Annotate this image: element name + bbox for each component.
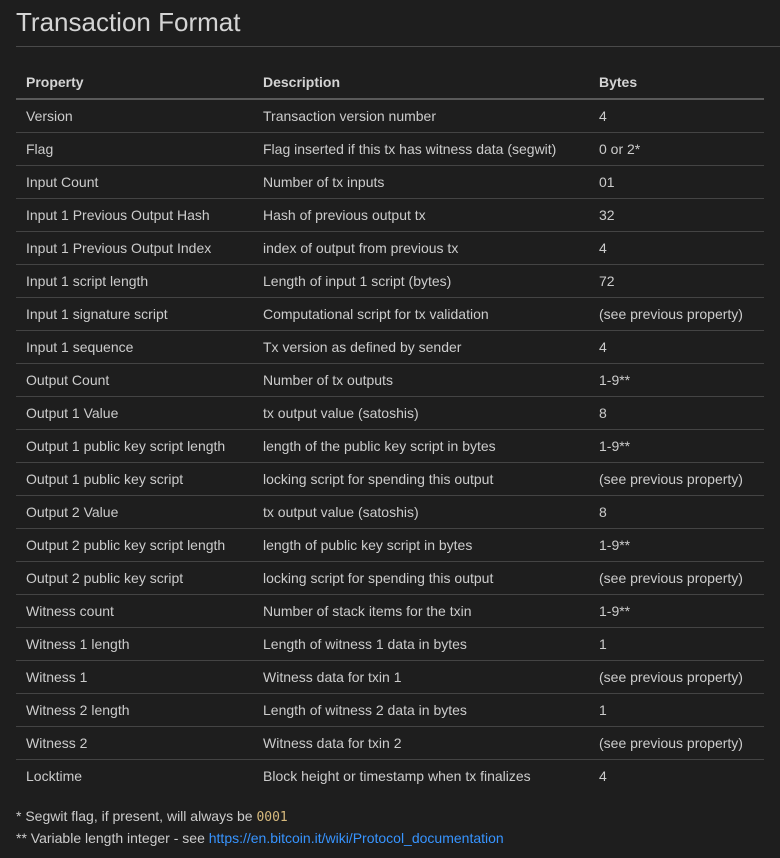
- table-row: [16, 364, 764, 397]
- cell-bytes: 4: [599, 768, 607, 784]
- table-row: [16, 298, 764, 331]
- cell-description: Flag inserted if this tx has witness data (segwit): [253, 133, 589, 166]
- table-row: [16, 661, 764, 694]
- cell-bytes: (see previous property): [589, 727, 764, 760]
- protocol-documentation-link[interactable]: https://en.bitcoin.it/wiki/Protocol_documentation: [208, 830, 504, 846]
- table-row: [16, 232, 764, 265]
- cell-bytes: (see previous property): [589, 463, 764, 496]
- table-row: [16, 496, 764, 529]
- cell-description: Computational script for tx validation: [253, 298, 589, 331]
- cell-description: Number of tx inputs: [253, 166, 589, 199]
- transaction-format-table: [16, 65, 764, 792]
- cell-bytes: 0 or 2*: [589, 133, 764, 166]
- cell-bytes: 4: [589, 331, 764, 364]
- cell-property: Input 1 script length: [16, 265, 253, 298]
- cell-bytes: 1-9**: [589, 430, 764, 463]
- cell-property: Flag: [16, 133, 253, 166]
- cell-property: Output 2 public key script length: [16, 529, 253, 562]
- cell-bytes: 1-9**: [589, 529, 764, 562]
- cell-bytes: 1: [589, 694, 764, 727]
- segwit-flag-code: 0001: [256, 810, 288, 825]
- cell-property: Output 2 public key script: [16, 562, 253, 595]
- header-description: Description: [253, 65, 589, 99]
- cell-description: length of the public key script in bytes: [253, 430, 589, 463]
- cell-bytes: 1-9**: [589, 364, 764, 397]
- table-row: [16, 397, 764, 430]
- footnotes: [16, 806, 504, 849]
- cell-property: Input 1 Previous Output Index: [16, 232, 253, 265]
- table-row: [16, 529, 764, 562]
- footnote-segwit-text: * Segwit flag, if present, will always be: [16, 808, 257, 824]
- table-row: [16, 760, 764, 793]
- cell-bytes: 72: [589, 265, 764, 298]
- cell-description: Witness data for txin 2: [253, 727, 589, 760]
- cell-property: Locktime: [26, 768, 83, 784]
- cell-property: Witness 2 length: [16, 694, 253, 727]
- cell-description: Block height or timestamp when tx finalizes: [263, 768, 531, 784]
- cell-bytes: 8: [589, 397, 764, 430]
- cell-bytes: 01: [589, 166, 764, 199]
- cell-description: Tx version as defined by sender: [253, 331, 589, 364]
- cell-description: locking script for spending this output: [253, 463, 589, 496]
- cell-bytes: 1-9**: [589, 595, 764, 628]
- table-header-row: [16, 65, 764, 99]
- cell-description: Length of input 1 script (bytes): [253, 265, 589, 298]
- footnote-varint-text: ** Variable length integer - see: [16, 830, 209, 846]
- header-bytes: Bytes: [589, 65, 764, 99]
- table-row: [16, 562, 764, 595]
- cell-description: index of output from previous tx: [253, 232, 589, 265]
- cell-property: Witness count: [16, 595, 253, 628]
- table-row: [16, 430, 764, 463]
- cell-property: Witness 1: [16, 661, 253, 694]
- cell-property: Input 1 sequence: [16, 331, 253, 364]
- table-row: [16, 628, 764, 661]
- cell-bytes: 4: [589, 99, 764, 133]
- cell-bytes: 1: [589, 628, 764, 661]
- table-row: [16, 694, 764, 727]
- cell-property: Input Count: [16, 166, 253, 199]
- cell-bytes: 32: [589, 199, 764, 232]
- cell-bytes: 4: [589, 232, 764, 265]
- footnote-segwit: [16, 806, 504, 828]
- table-row: [16, 199, 764, 232]
- table-row: [16, 265, 764, 298]
- cell-bytes: (see previous property): [589, 562, 764, 595]
- table-body: [16, 99, 764, 792]
- table-row: [16, 133, 764, 166]
- cell-description: Number of stack items for the txin: [253, 595, 589, 628]
- cell-property: Input 1 Previous Output Hash: [16, 199, 253, 232]
- cell-description: Hash of previous output tx: [253, 199, 589, 232]
- cell-description: Witness data for txin 1: [253, 661, 589, 694]
- page-title: Transaction Format: [16, 0, 780, 47]
- cell-description: Length of witness 2 data in bytes: [253, 694, 589, 727]
- cell-description: locking script for spending this output: [253, 562, 589, 595]
- cell-property: Output 1 public key script length: [16, 430, 253, 463]
- cell-bytes: 8: [589, 496, 764, 529]
- cell-property: Output 2 Value: [16, 496, 253, 529]
- table-row: [16, 727, 764, 760]
- cell-description: tx output value (satoshis): [253, 397, 589, 430]
- table-row: [16, 331, 764, 364]
- document: [16, 0, 780, 846]
- table-row: [16, 166, 764, 199]
- cell-property: Witness 1 length: [16, 628, 253, 661]
- cell-property: Version: [16, 99, 253, 133]
- cell-bytes: (see previous property): [589, 298, 764, 331]
- cell-property: Input 1 signature script: [16, 298, 253, 331]
- footnote-varint: [16, 828, 504, 849]
- cell-description: Number of tx outputs: [253, 364, 589, 397]
- cell-property: Output 1 public key script: [16, 463, 253, 496]
- table-row: [16, 595, 764, 628]
- cell-description: Transaction version number: [253, 99, 589, 133]
- table-row: [16, 99, 764, 133]
- cell-property: Witness 2: [16, 727, 253, 760]
- table-row: [16, 463, 764, 496]
- cell-description: Length of witness 1 data in bytes: [253, 628, 589, 661]
- cell-description: length of public key script in bytes: [253, 529, 589, 562]
- cell-bytes: (see previous property): [589, 661, 764, 694]
- cell-property: Output Count: [16, 364, 253, 397]
- cell-property: Output 1 Value: [16, 397, 253, 430]
- cell-description: tx output value (satoshis): [253, 496, 589, 529]
- header-property: Property: [16, 65, 253, 99]
